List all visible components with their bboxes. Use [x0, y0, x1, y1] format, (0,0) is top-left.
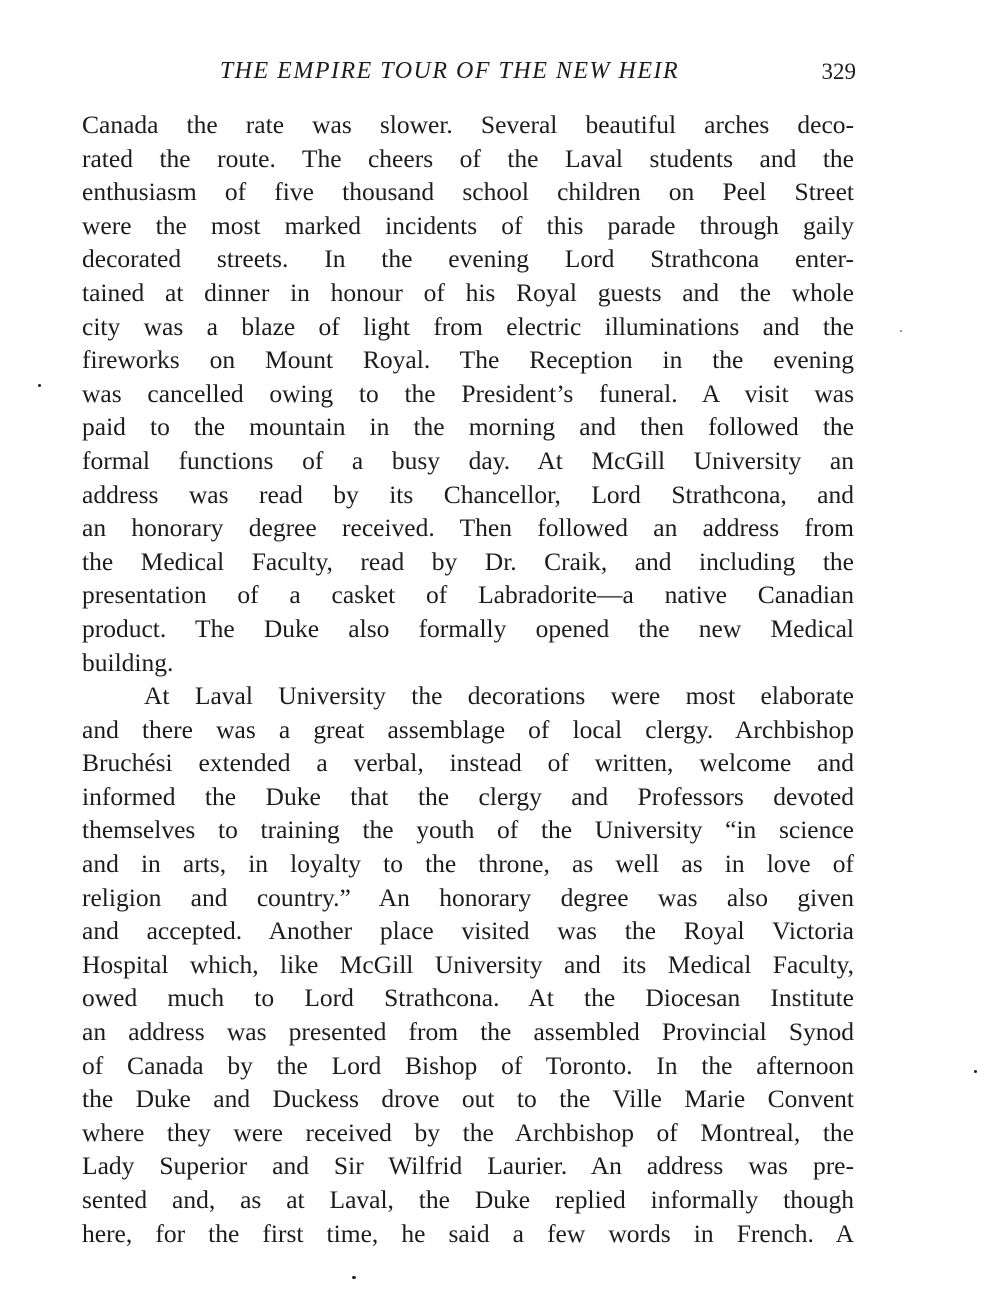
- text-line: owed much to Lord Strathcona. At the Diocesan Institute: [82, 983, 854, 1013]
- text-line: formal functions of a busy day. At McGill University an: [82, 445, 854, 475]
- text-line: of Canada by the Lord Bishop of Toronto. In the afternoon: [82, 1050, 854, 1080]
- text-line: sented and, as at Laval, the Duke replied informally though: [82, 1185, 854, 1214]
- text-line: Bruchési extended a verbal, instead of written, welcome and: [82, 748, 854, 778]
- text-line: city was a blaze of light from electric illuminations and the: [82, 311, 854, 341]
- text-line: informed the Duke that the clergy and Professors devoted: [82, 781, 854, 811]
- text-line: an honorary degree received. Then followed an address from: [82, 513, 854, 543]
- text-line: presentation of a casket of Labradorite—a native Canadian: [82, 580, 854, 610]
- text-line: the Medical Faculty, read by Dr. Craik, and including the: [82, 546, 854, 576]
- text-line: here, for the first time, he said a few words in French. A: [82, 1218, 854, 1248]
- text-line: Hospital which, like McGill University and its Medical Faculty,: [82, 949, 854, 979]
- text-line: religion and country.” An honorary degree was also given: [82, 882, 854, 912]
- running-head: [82, 54, 854, 88]
- text-line: decorated streets. In the evening Lord Strathcona enter-: [82, 244, 854, 274]
- text-line: and there was a great assemblage of local clergy. Archbishop: [82, 714, 854, 744]
- text-line: the Duke and Duckess drove out to the Ville Marie Convent: [82, 1084, 854, 1114]
- text-line: and accepted. Another place visited was the Royal Victoria: [82, 916, 854, 946]
- scan-speck: [38, 384, 41, 387]
- text-line: where they were received by the Archbishop of Montreal, the: [82, 1117, 854, 1147]
- text-line: rated the route. The cheers of the Laval students and the: [82, 143, 854, 173]
- text-line: fireworks on Mount Royal. The Reception in the evening: [82, 345, 854, 375]
- scan-speck: [974, 1070, 977, 1073]
- text-line: enthusiasm of five thousand school children on Peel Street: [82, 177, 854, 207]
- scan-speck: [900, 330, 902, 332]
- paragraph-end-line: building.: [82, 647, 174, 677]
- text-line: an address was presented from the assembled Provincial Synod: [82, 1017, 854, 1047]
- page-number: 329: [821, 59, 856, 84]
- text-line: and in arts, in loyalty to the throne, as well as in love of: [82, 849, 854, 879]
- text-line: paid to the mountain in the morning and then followed the: [82, 412, 854, 442]
- paragraph-start-line: At Laval University the decorations were most elaborate: [144, 681, 854, 711]
- running-title: THE EMPIRE TOUR OF THE NEW HEIR: [219, 58, 680, 84]
- text-line: was cancelled owing to the President’s funeral. A visit was: [82, 378, 854, 408]
- text-line: Lady Superior and Sir Wilfrid Laurier. An address was pre-: [82, 1151, 854, 1181]
- text-line: themselves to training the youth of the University “in science: [82, 815, 854, 845]
- text-line: Canada the rate was slower. Several beautiful arches deco-: [82, 110, 854, 139]
- text-line: address was read by its Chancellor, Lord Strathcona, and: [82, 479, 854, 509]
- scan-speck: [352, 1276, 356, 1279]
- text-line: product. The Duke also formally opened the new Medical: [82, 613, 854, 643]
- text-line: were the most marked incidents of this parade through gaily: [82, 210, 854, 240]
- text-line: tained at dinner in honour of his Royal guests and the whole: [82, 277, 854, 307]
- body-text: [82, 108, 854, 1250]
